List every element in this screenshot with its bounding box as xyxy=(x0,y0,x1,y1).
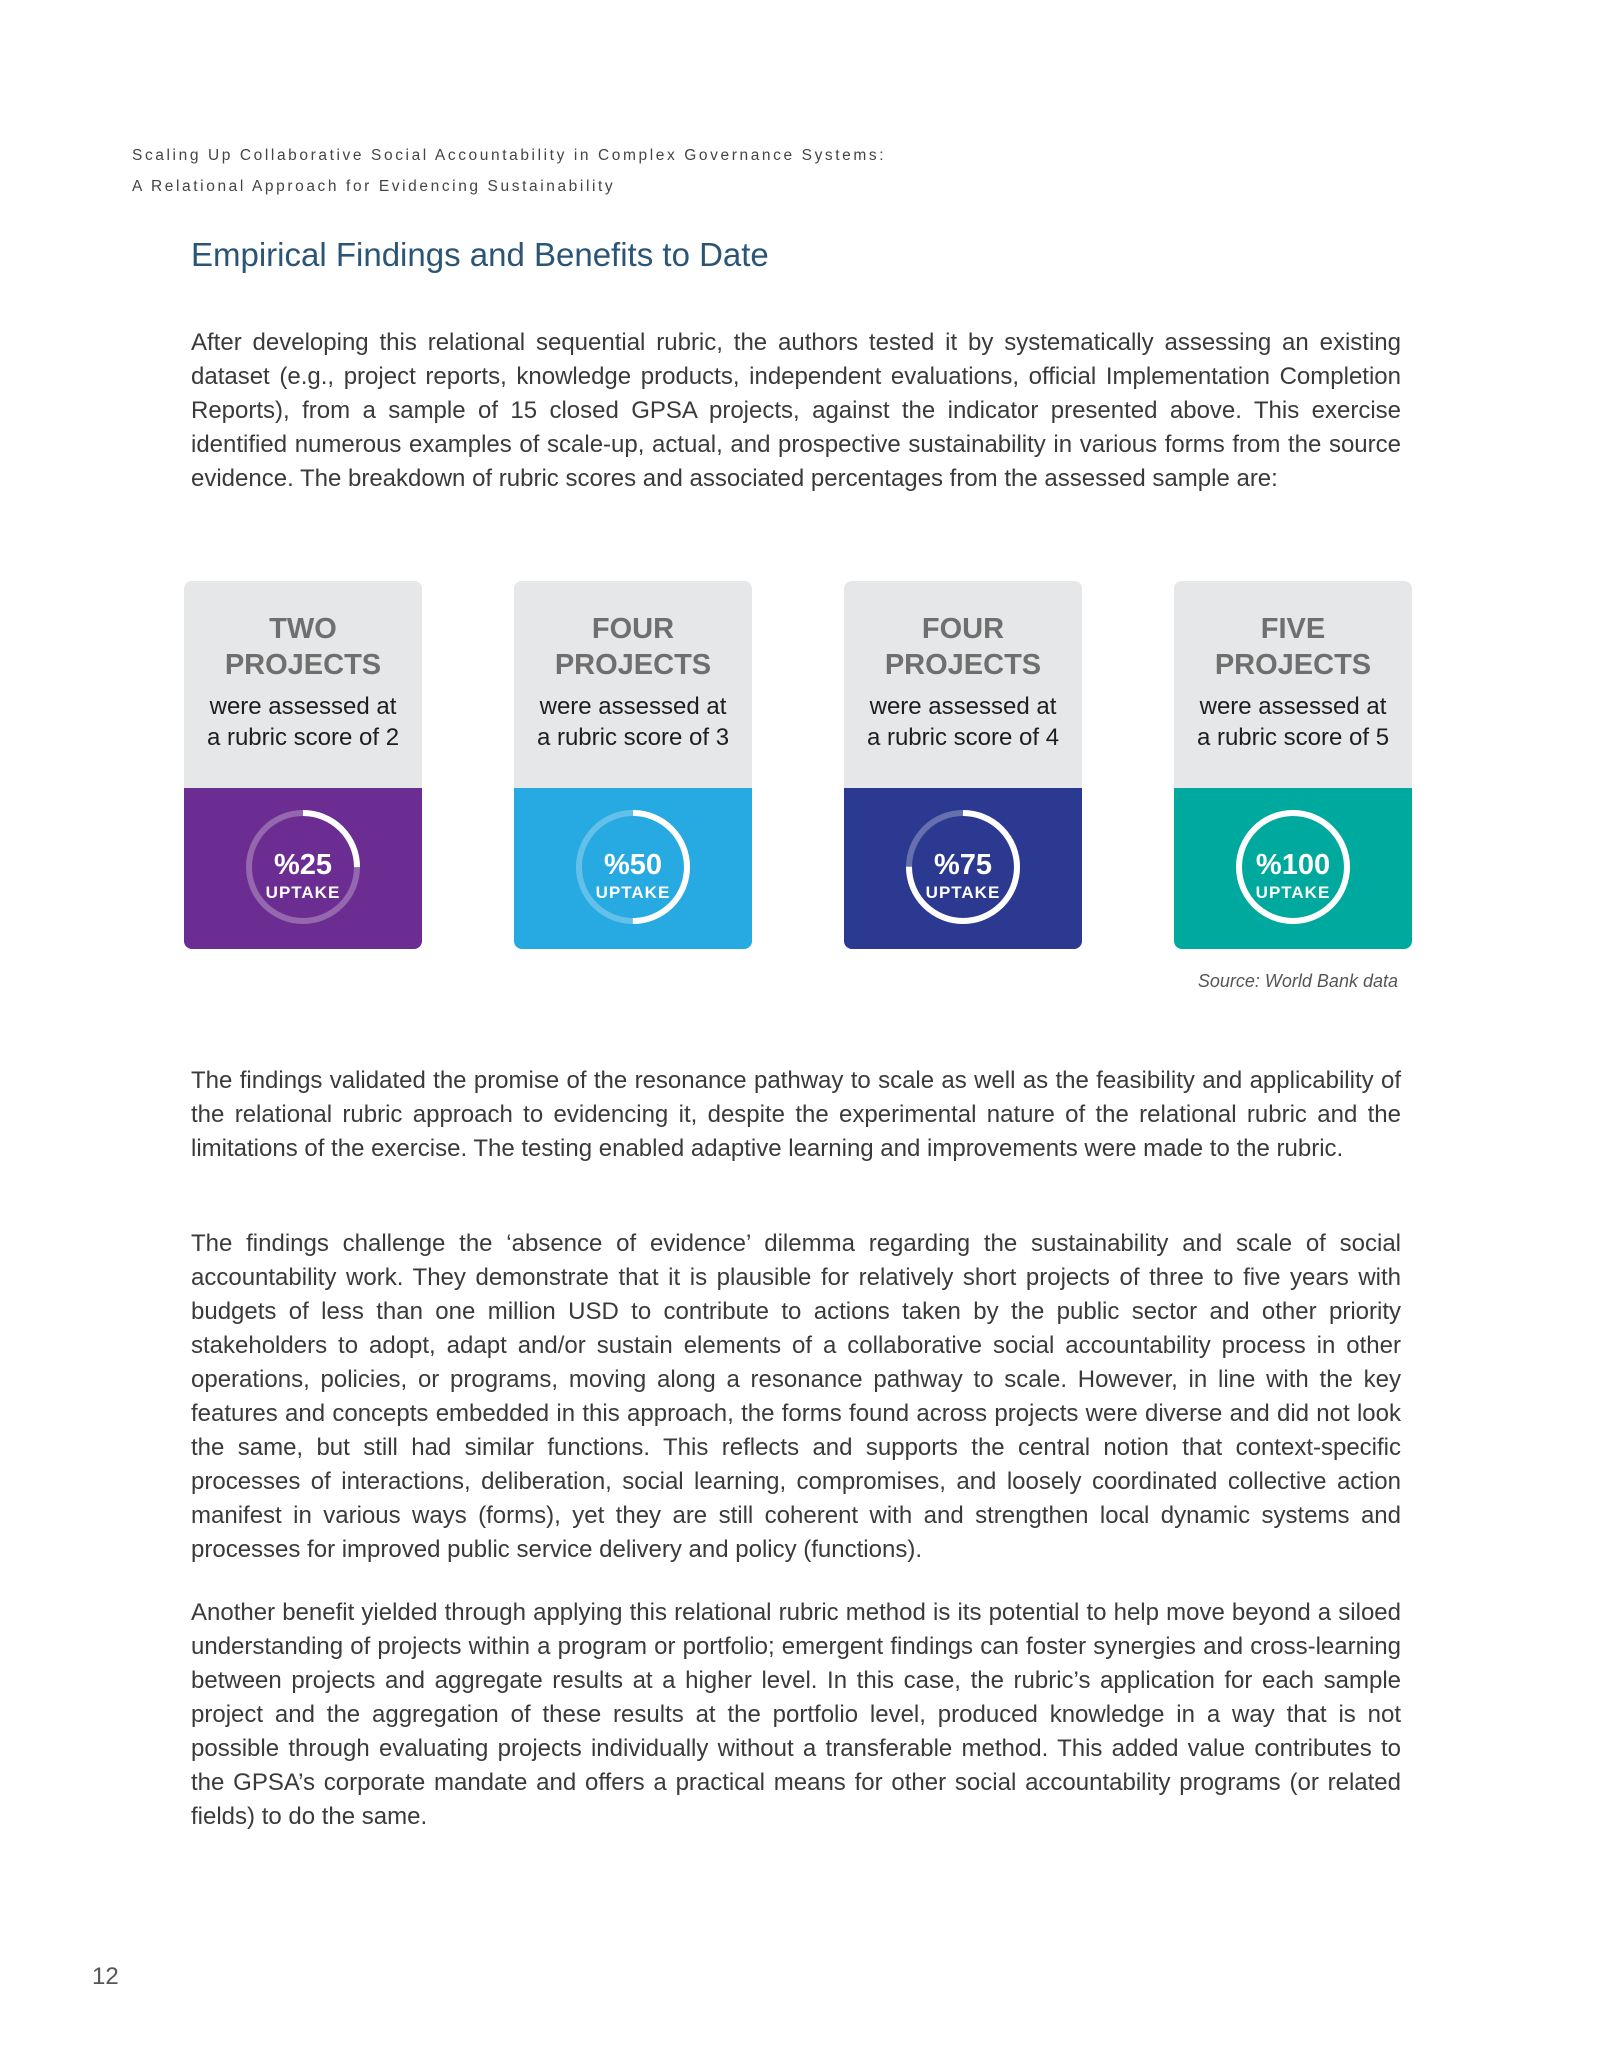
uptake-percent: %50 xyxy=(603,849,663,881)
card-description xyxy=(184,691,422,753)
desc-line-1: were assessed at xyxy=(539,693,727,720)
project-count xyxy=(1174,581,1412,683)
running-header-line-2: A Relational Approach for Evidencing Sustainability xyxy=(132,178,616,195)
count-word: FOUR xyxy=(921,613,1005,645)
uptake-percent: %25 xyxy=(273,849,333,881)
count-unit: PROJECTS xyxy=(1214,649,1372,681)
desc-line-2: a rubric score of 2 xyxy=(206,724,400,751)
uptake-panel xyxy=(184,788,422,949)
uptake-label: UPTAKE xyxy=(595,883,671,902)
card-header xyxy=(844,581,1082,788)
uptake-panel xyxy=(514,788,752,949)
score-card-3 xyxy=(514,581,752,949)
uptake-label: UPTAKE xyxy=(265,883,341,902)
running-header-line-1: Scaling Up Collaborative Social Accountability in Complex Governance Systems: xyxy=(132,147,887,164)
uptake-panel xyxy=(1174,788,1412,949)
card-header xyxy=(184,581,422,788)
card-description xyxy=(844,691,1082,753)
score-card-4 xyxy=(844,581,1082,949)
count-word: FIVE xyxy=(1260,613,1326,645)
count-word: TWO xyxy=(269,613,337,645)
count-unit: PROJECTS xyxy=(554,649,712,681)
card-header xyxy=(514,581,752,788)
running-header xyxy=(132,140,886,202)
score-card-5 xyxy=(1174,581,1412,949)
desc-line-2: a rubric score of 4 xyxy=(866,724,1060,751)
count-word: FOUR xyxy=(591,613,675,645)
uptake-label: UPTAKE xyxy=(925,883,1001,902)
project-count xyxy=(514,581,752,683)
card-description xyxy=(1174,691,1412,753)
page-number: 12 xyxy=(92,1963,119,1990)
count-unit: PROJECTS xyxy=(224,649,382,681)
uptake-percent: %100 xyxy=(1255,849,1331,881)
uptake-percent: %75 xyxy=(933,849,993,881)
uptake-panel xyxy=(844,788,1082,949)
card-description xyxy=(514,691,752,753)
card-header xyxy=(1174,581,1412,788)
source-note: Source: World Bank data xyxy=(1197,971,1398,991)
section-title: Empirical Findings and Benefits to Date xyxy=(191,236,769,273)
paragraph-findings-challenge: The findings challenge the ‘absence of evidence’ dilemma regarding the sustainability and scale of social accountability work. They demonstrate that it is plausible for relatively short projects of three to five years with budgets of less than one million USD to contribute to actions taken by the public sector and other priority stakeholders to adopt, adapt and/or sustain elements of a collaborative social accountability process in other operations, policies, or programs, moving along a resonance pathway to scale. However, in line with the key features and concepts embedded in this approach, the forms found across projects were diverse and did not look the same, but still had similar functions. This reflects and supports the central notion that context-specific processes of interactions, deliberation, social learning, compromises, and loosely coordinated collective action manifest in various ways (forms), yet they are still coherent with and strengthen local dynamic systems and processes for improved public service delivery and policy (functions). xyxy=(191,1230,1401,1563)
desc-line-2: a rubric score of 5 xyxy=(1196,724,1390,751)
paragraph-another-benefit: Another benefit yielded through applying this relational rubric method is its potential to help move beyond a siloed understanding of projects within a program or portfolio; emergent findings can foster synergies and cross-learning between projects and aggregate results at a higher level. In this case, the rubric’s application for each sample project and the aggregation of these results at the portfolio level, produced knowledge in a way that is not possible through evaluating projects individually without a transferable method. This added value contributes to the GPSA’s corporate mandate and offers a practical means for other social accountability programs (or related fields) to do the same. xyxy=(191,1599,1401,1830)
desc-line-1: were assessed at xyxy=(1199,693,1387,720)
desc-line-2: a rubric score of 3 xyxy=(536,724,730,751)
project-count xyxy=(844,581,1082,683)
score-card-2 xyxy=(184,581,422,949)
paragraph-intro: After developing this relational sequential rubric, the authors tested it by systematically assessing an existing dataset (e.g., project reports, knowledge products, independent evaluations, official Implementation Completion Reports), from a sample of 15 closed GPSA projects, against the indicator presented above. This exercise identified numerous examples of scale-up, actual, and prospective sustainability in various forms from the source evidence. The breakdown of rubric scores and associated percentages from the assessed sample are: xyxy=(191,329,1401,492)
paragraph-findings-validated: The findings validated the promise of the resonance pathway to scale as well as the feasibility and applicability of the relational rubric approach to evidencing it, despite the experimental nature of the relational rubric and the limitations of the exercise. The testing enabled adaptive learning and improvements were made to the rubric. xyxy=(191,1067,1401,1162)
desc-line-1: were assessed at xyxy=(209,693,397,720)
uptake-label: UPTAKE xyxy=(1255,883,1331,902)
count-unit: PROJECTS xyxy=(884,649,1042,681)
desc-line-1: were assessed at xyxy=(869,693,1057,720)
project-count xyxy=(184,581,422,683)
